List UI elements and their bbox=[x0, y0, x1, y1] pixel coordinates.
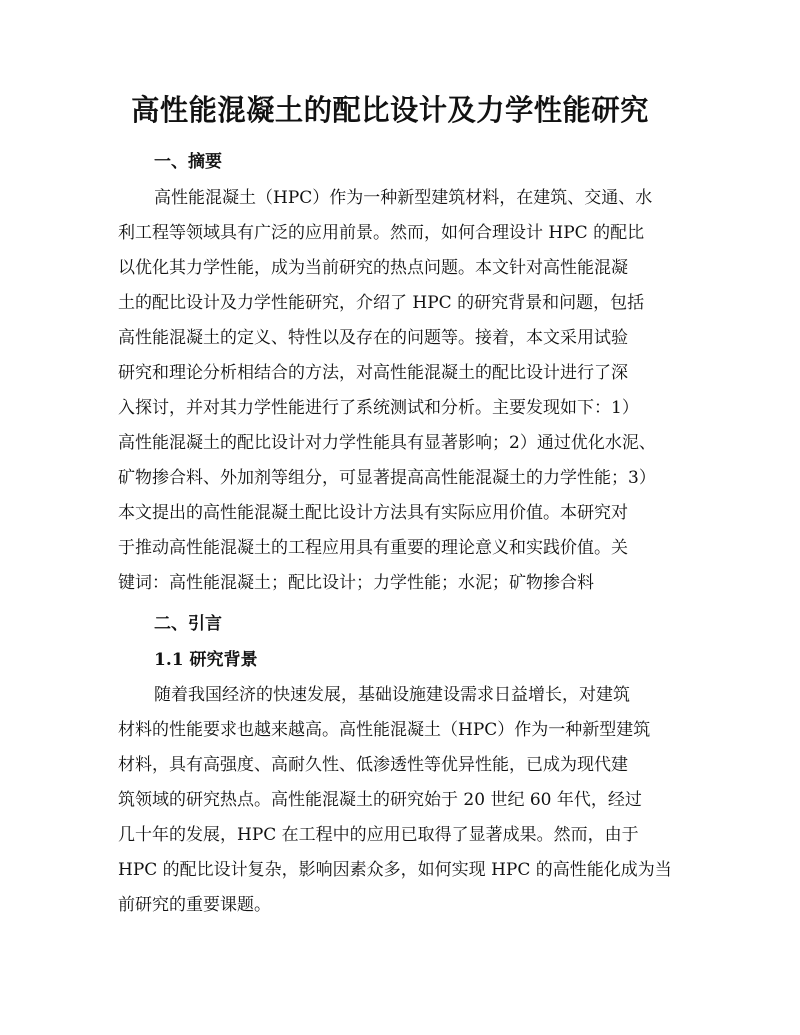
section-heading-introduction: 二、引言 bbox=[154, 614, 222, 634]
paragraph-line: 前研究的重要课题。 bbox=[118, 895, 271, 915]
paragraph-line: 于推动高性能混凝土的工程应用具有重要的理论意义和实践价值。关 bbox=[118, 538, 628, 558]
paragraph-line: 研究和理论分析相结合的方法，对高性能混凝土的配比设计进行了深 bbox=[118, 363, 628, 383]
paragraph-line: 键词：高性能混凝土；配比设计；力学性能；水泥；矿物掺合料 bbox=[118, 573, 594, 593]
paragraph-line: HPC 的配比设计复杂，影响因素众多，如何实现 HPC 的高性能化成为当 bbox=[118, 860, 672, 880]
subsection-heading-background: 1.1 研究背景 bbox=[154, 650, 258, 670]
paragraph-line: 随着我国经济的快速发展，基础设施建设需求日益增长，对建筑 bbox=[154, 685, 630, 705]
paragraph-line: 材料的性能要求也越来越高。高性能混凝土（HPC）作为一种新型建筑 bbox=[118, 720, 651, 740]
paragraph-line: 本文提出的高性能混凝土配比设计方法具有实际应用价值。本研究对 bbox=[118, 503, 628, 523]
paragraph-line: 几十年的发展，HPC 在工程中的应用已取得了显著成果。然而，由于 bbox=[118, 825, 639, 845]
section-heading-abstract: 一、摘要 bbox=[154, 152, 222, 172]
paragraph-line: 入探讨，并对其力学性能进行了系统测试和分析。主要发现如下：1） bbox=[118, 398, 639, 418]
paragraph-line: 以优化其力学性能，成为当前研究的热点问题。本文针对高性能混凝 bbox=[118, 258, 628, 278]
paragraph-line: 筑领域的研究热点。高性能混凝土的研究始于 20 世纪 60 年代，经过 bbox=[118, 790, 642, 810]
paragraph-line: 高性能混凝土的定义、特性以及存在的问题等。接着，本文采用试验 bbox=[118, 328, 628, 348]
paragraph-line: 材料，具有高强度、高耐久性、低渗透性等优异性能，已成为现代建 bbox=[118, 755, 628, 775]
paragraph-line: 高性能混凝土（HPC）作为一种新型建筑材料，在建筑、交通、水 bbox=[154, 188, 653, 208]
paragraph-line: 矿物掺合料、外加剂等组分，可显著提高高性能混凝土的力学性能；3） bbox=[118, 468, 656, 488]
document-title: 高性能混凝土的配比设计及力学性能研究 bbox=[131, 93, 649, 127]
paragraph-line: 高性能混凝土的配比设计对力学性能具有显著影响；2）通过优化水泥、 bbox=[118, 433, 656, 453]
paragraph-line: 利工程等领域具有广泛的应用前景。然而，如何合理设计 HPC 的配比 bbox=[118, 223, 645, 243]
paragraph-line: 土的配比设计及力学性能研究，介绍了 HPC 的研究背景和问题，包括 bbox=[118, 293, 645, 313]
